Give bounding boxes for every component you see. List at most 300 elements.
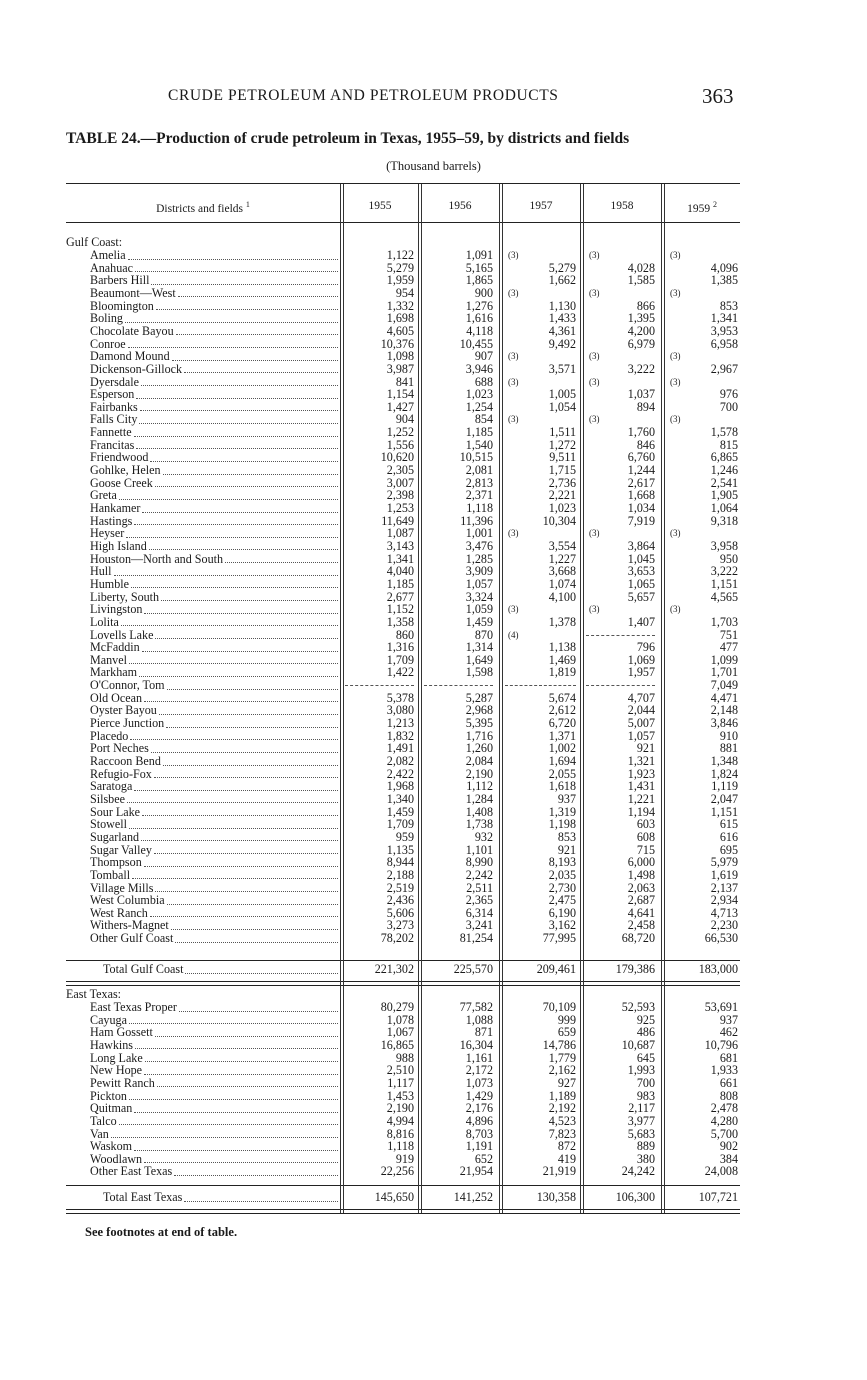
row-label: West Columbia [90, 893, 165, 908]
table-row [66, 578, 740, 591]
dot-leader [141, 840, 338, 841]
value-cell: 1,957 [627, 665, 655, 680]
table-row [66, 869, 740, 882]
value-cell: 21,954 [459, 1164, 493, 1179]
dot-leader [134, 436, 338, 437]
row-label: Damond Mound [90, 349, 170, 364]
value-cell: 932 [474, 829, 493, 844]
value-cell: 5,378 [386, 690, 414, 705]
value-cell: 4,641 [627, 905, 655, 920]
value-cell: 16,865 [380, 1037, 414, 1052]
value-cell: 4,040 [386, 564, 414, 579]
column-header-1957: 1957 [529, 200, 553, 212]
value-cell: (3) [508, 351, 519, 362]
value-cell: 1,221 [627, 791, 655, 806]
row-label: Hastings [90, 513, 133, 528]
dot-leader [166, 727, 338, 728]
value-cell: 1,407 [627, 614, 655, 629]
value-cell: 22,256 [380, 1164, 414, 1179]
value-cell: 10,304 [542, 513, 576, 528]
dot-leader [151, 752, 338, 753]
value-cell: 1,135 [386, 842, 414, 857]
dot-leader [163, 765, 338, 766]
value-cell: 1,151 [710, 804, 738, 819]
value-cell: 1,130 [548, 298, 576, 313]
value-cell: 2,148 [710, 703, 738, 718]
value-cell: 1,923 [627, 766, 655, 781]
value-cell: 1,933 [710, 1063, 738, 1078]
value-cell: 4,200 [627, 323, 655, 338]
value-cell: 4,605 [386, 323, 414, 338]
table-title: TABLE 24.—Production of crude petroleum in Texas, 1955–59, by districts and fields [66, 130, 630, 147]
table-row [66, 793, 740, 806]
dot-leader [135, 1048, 338, 1049]
value-cell: 2,677 [386, 589, 414, 604]
dot-leader [128, 259, 338, 260]
dot-leader [144, 1162, 338, 1163]
dot-leader [114, 575, 338, 576]
value-cell: 1,194 [627, 804, 655, 819]
dot-leader [145, 1061, 338, 1062]
value-cell: 815 [719, 437, 738, 452]
value-cell: 1,023 [548, 501, 576, 515]
value-cell: 1,138 [548, 640, 576, 655]
row-label: Sour Lake [90, 804, 141, 819]
value-cell: 959 [395, 829, 414, 844]
value-cell: 10,455 [459, 336, 493, 351]
value-cell: 2,475 [548, 893, 576, 908]
value-cell: 78,202 [380, 931, 414, 946]
value-cell: (3) [589, 250, 600, 260]
value-cell: 7,049 [710, 678, 738, 693]
value-cell: 1,185 [465, 425, 493, 440]
section-heading [66, 988, 740, 1001]
value-cell: 106,300 [615, 1190, 655, 1204]
value-cell: 2,055 [548, 766, 576, 781]
dot-leader [157, 1086, 338, 1087]
row-label: Pierce Junction [90, 716, 165, 731]
value-cell: 937 [557, 791, 576, 806]
value-cell: 1,491 [386, 741, 414, 756]
value-cell: 999 [557, 1012, 576, 1027]
value-cell: 2,968 [465, 703, 493, 718]
dot-leader [134, 1112, 338, 1113]
value-cell: 1,709 [386, 652, 414, 667]
dot-leader [129, 1099, 338, 1100]
row-label: McFaddin [90, 640, 140, 655]
row-label: Fannette [90, 425, 132, 440]
table-row [66, 717, 740, 730]
row-label: Houston—North and South [90, 551, 224, 566]
value-cell: 24,242 [621, 1164, 655, 1179]
value-cell: 3,668 [548, 564, 576, 579]
value-cell: 688 [474, 374, 493, 389]
value-cell: 937 [719, 1012, 738, 1027]
dot-leader [119, 1124, 338, 1125]
table-row [66, 325, 740, 338]
value-cell: 894 [636, 399, 655, 414]
value-cell: 2,422 [386, 766, 414, 781]
value-cell: 1,285 [465, 551, 493, 566]
value-cell: 921 [636, 741, 655, 756]
value-cell: 8,193 [548, 855, 576, 870]
value-cell: 1,619 [710, 867, 738, 882]
dot-leader [179, 1011, 338, 1012]
table-row [66, 1064, 740, 1077]
row-label: Ham Gossett [90, 1025, 153, 1040]
value-cell: 3,143 [386, 538, 414, 553]
dot-leader [155, 1036, 338, 1037]
value-cell: 2,172 [465, 1063, 493, 1078]
value-cell: 695 [719, 842, 738, 857]
value-cell: 3,946 [465, 361, 493, 376]
value-cell: 1,117 [387, 1075, 414, 1090]
value-cell: 1,715 [548, 463, 576, 478]
value-cell: 5,395 [465, 716, 493, 731]
table-top-rule [66, 183, 740, 184]
value-cell: (3) [508, 604, 519, 615]
row-label: Silsbee [90, 791, 125, 806]
value-cell: 3,653 [627, 564, 655, 579]
value-cell: 5,007 [627, 716, 655, 731]
value-cell: 1,459 [386, 804, 414, 819]
value-cell: 384 [719, 1151, 738, 1166]
value-cell: 1,034 [627, 501, 655, 515]
dot-leader [129, 828, 338, 829]
value-cell: 3,324 [465, 589, 493, 604]
value-cell: 1,045 [627, 551, 655, 566]
value-cell: 7,919 [627, 513, 655, 528]
column-header-1956: 1956 [448, 200, 472, 212]
table-row [66, 1077, 740, 1090]
row-label: Old Ocean [90, 690, 143, 705]
value-cell: (3) [670, 414, 681, 425]
value-cell: 751 [719, 627, 738, 642]
value-cell: 2,162 [548, 1063, 576, 1078]
row-label: Goose Creek [90, 475, 153, 490]
value-cell: 5,700 [710, 1126, 738, 1141]
value-cell: 1,098 [386, 349, 414, 364]
value-cell: 1,694 [548, 754, 576, 768]
dot-leader [139, 676, 338, 677]
row-label: East Texas Proper [90, 1000, 177, 1014]
row-label: Livingston [90, 602, 143, 617]
table-row [66, 666, 740, 679]
value-cell: 1,332 [386, 298, 414, 313]
row-label: Cayuga [90, 1012, 127, 1027]
value-cell: 2,510 [386, 1063, 414, 1078]
dot-leader [155, 891, 338, 892]
value-cell: 1,395 [627, 311, 655, 326]
value-cell: 1,059 [465, 602, 493, 617]
dot-leader [163, 474, 338, 475]
value-cell: 1,459 [465, 614, 493, 629]
value-cell: 1,556 [386, 437, 414, 452]
value-cell: (3) [508, 287, 519, 298]
value-cell: 486 [636, 1025, 655, 1040]
dot-leader [151, 284, 338, 285]
value-cell: 1,189 [548, 1088, 576, 1103]
value-cell: 5,674 [548, 690, 576, 705]
value-cell: 1,001 [465, 526, 493, 541]
value-cell [505, 679, 576, 686]
value-cell: 10,687 [621, 1037, 655, 1052]
row-label: Withers-Magnet [90, 918, 169, 933]
value-cell: 1,662 [548, 273, 576, 288]
value-cell: 4,471 [710, 690, 738, 705]
value-cell: 854 [474, 412, 493, 427]
value-cell: 3,080 [386, 703, 414, 718]
value-cell: 2,436 [386, 893, 414, 908]
value-cell: 1,578 [710, 425, 738, 440]
row-label: Falls City [90, 412, 138, 427]
value-cell: 1,340 [386, 791, 414, 806]
value-cell: 1,431 [627, 779, 655, 794]
row-label: Boling [90, 311, 123, 326]
value-cell: 1,057 [627, 728, 655, 743]
value-cell: 130,358 [536, 1190, 576, 1204]
row-label: Sugarland [90, 829, 140, 844]
table-row [66, 894, 740, 907]
value-cell: 881 [719, 741, 738, 756]
value-cell: 1,385 [710, 273, 738, 288]
value-cell: 1,213 [386, 716, 414, 731]
running-header: CRUDE PETROLEUM AND PETROLEUM PRODUCTS [168, 87, 559, 104]
value-cell: (3) [589, 414, 600, 425]
value-cell: 1,161 [465, 1050, 493, 1065]
value-cell: 700 [719, 399, 738, 414]
value-cell: (3) [508, 528, 519, 539]
dot-leader [172, 360, 338, 361]
value-cell: 1,709 [386, 817, 414, 832]
row-label: Hankamer [90, 501, 141, 515]
value-cell: 6,760 [627, 450, 655, 465]
value-cell: 853 [719, 298, 738, 313]
table-row [66, 1102, 740, 1115]
value-cell: 1,498 [627, 867, 655, 882]
value-cell: 1,276 [465, 298, 493, 313]
column-separator [661, 184, 665, 1213]
value-cell: 8,944 [386, 855, 414, 870]
value-cell: 77,995 [542, 931, 576, 946]
row-label: Lovells Lake [90, 627, 154, 642]
dot-leader [141, 385, 338, 386]
value-cell: 2,305 [386, 463, 414, 478]
value-cell: 3,846 [710, 716, 738, 731]
value-cell: 2,230 [710, 918, 738, 933]
value-cell: 1,408 [465, 804, 493, 819]
value-cell: 3,222 [627, 361, 655, 376]
value-cell: (4) [508, 629, 519, 640]
dot-leader [184, 372, 338, 373]
value-cell: 462 [719, 1025, 738, 1040]
value-cell: 925 [636, 1012, 655, 1027]
value-cell: 1,358 [386, 614, 414, 629]
row-label: Chocolate Bayou [90, 323, 174, 338]
table-units: (Thousand barrels) [386, 159, 481, 173]
value-cell: 3,909 [465, 564, 493, 579]
dot-leader [127, 802, 338, 803]
table-row [66, 287, 740, 300]
column-header-1958: 1958 [610, 200, 634, 212]
value-cell: 1,227 [548, 551, 576, 566]
column-separator [499, 184, 503, 1213]
value-cell: 53,691 [704, 1000, 738, 1014]
row-label: Oyster Bayou [90, 703, 157, 718]
value-cell: 983 [636, 1088, 655, 1103]
row-label: Sugar Valley [90, 842, 152, 857]
value-cell: 1,716 [465, 728, 493, 743]
value-cell [586, 679, 655, 686]
value-cell: 1,091 [465, 248, 493, 262]
value-cell: 9,492 [548, 336, 576, 351]
dot-leader [130, 739, 338, 740]
value-cell: 796 [636, 640, 655, 655]
value-cell: 2,813 [465, 475, 493, 490]
value-cell: 2,176 [465, 1101, 493, 1116]
value-cell: 5,657 [627, 589, 655, 604]
row-label: Refugio-Fox [90, 766, 152, 781]
row-label: Greta [90, 488, 117, 503]
value-cell: 6,000 [627, 855, 655, 870]
table-row [66, 350, 740, 363]
row-label: Total East Texas [103, 1190, 183, 1204]
row-label: Liberty, South [90, 589, 160, 604]
row-label: Placedo [90, 728, 129, 743]
value-cell: 2,137 [710, 880, 738, 895]
dot-leader [128, 347, 338, 348]
row-label: Thompson [90, 855, 142, 870]
value-cell: 24,008 [704, 1164, 738, 1179]
row-label: Other East Texas [90, 1164, 173, 1179]
value-cell: 1,074 [548, 576, 576, 591]
table-row [66, 856, 740, 869]
table-row [66, 1001, 740, 1014]
value-cell: 9,511 [549, 450, 576, 465]
value-cell: 1,433 [548, 311, 576, 326]
value-cell: 1,540 [465, 437, 493, 452]
value-cell: 927 [557, 1075, 576, 1090]
value-cell: 1,959 [386, 273, 414, 288]
table-row [66, 249, 740, 262]
value-cell: 2,730 [548, 880, 576, 895]
row-label: Humble [90, 576, 129, 591]
value-cell: 4,523 [548, 1113, 576, 1128]
dot-leader [144, 613, 338, 614]
table-bottom-rule [66, 1213, 740, 1214]
value-cell: 872 [557, 1139, 576, 1154]
value-cell: 6,958 [710, 336, 738, 351]
dot-leader [134, 1150, 338, 1151]
total-row [66, 963, 740, 976]
row-label: Beaumont—West [90, 285, 176, 300]
table-row [66, 565, 740, 578]
value-cell: 1,698 [386, 311, 414, 326]
value-cell: 11,649 [381, 513, 414, 528]
value-cell: 1,321 [627, 754, 655, 768]
row-label: Other Gulf Coast [90, 931, 174, 946]
value-cell: 1,244 [627, 463, 655, 478]
value-cell: 4,100 [548, 589, 576, 604]
value-cell: 10,515 [459, 450, 493, 465]
value-cell: 1,252 [386, 425, 414, 440]
value-cell: 603 [636, 817, 655, 832]
value-cell: 179,386 [615, 962, 655, 976]
value-cell: 1,064 [710, 501, 738, 515]
value-cell: (3) [508, 376, 519, 387]
value-cell: 919 [395, 1151, 414, 1166]
column-separator [418, 184, 422, 1213]
value-cell: 11,396 [460, 513, 493, 528]
value-cell: 1,099 [710, 652, 738, 667]
value-cell: 2,190 [465, 766, 493, 781]
dot-leader [178, 296, 338, 297]
value-cell: 2,541 [710, 475, 738, 490]
value-cell: 1,002 [548, 741, 576, 756]
value-cell: 2,221 [548, 488, 576, 503]
row-label: Saratoga [90, 779, 133, 794]
value-cell [586, 629, 655, 636]
value-cell: 1,118 [387, 1139, 414, 1154]
value-cell: 1,112 [466, 779, 493, 794]
value-cell [345, 679, 414, 686]
dot-leader [136, 398, 338, 399]
value-cell: (3) [670, 250, 681, 260]
value-cell: 1,057 [465, 576, 493, 591]
value-cell: 1,701 [710, 665, 738, 680]
value-cell: 6,720 [548, 716, 576, 731]
value-cell: 5,683 [627, 1126, 655, 1141]
dot-leader [161, 600, 338, 601]
section-label: Gulf Coast: [66, 235, 123, 249]
value-cell: 6,979 [627, 336, 655, 351]
dot-leader [149, 549, 338, 550]
column-separator [580, 184, 584, 1213]
value-cell: 3,953 [710, 323, 738, 338]
value-cell: 1,272 [548, 437, 576, 452]
table-row [66, 932, 740, 945]
dot-leader [136, 448, 338, 449]
value-cell: 1,078 [386, 1012, 414, 1027]
value-cell: 10,796 [704, 1037, 738, 1052]
table-row [66, 641, 740, 654]
value-cell: 1,087 [386, 526, 414, 541]
row-label: Manvel [90, 652, 127, 667]
value-cell: 2,035 [548, 867, 576, 882]
value-cell: 2,967 [710, 361, 738, 376]
dot-leader [132, 878, 338, 879]
value-cell: 1,191 [465, 1139, 493, 1154]
value-cell: 145,650 [374, 1190, 414, 1204]
table-row [66, 426, 740, 439]
value-cell: 477 [719, 640, 738, 655]
value-cell: 1,122 [386, 248, 414, 262]
value-cell: 2,519 [386, 880, 414, 895]
row-label: Quitman [90, 1101, 133, 1116]
value-cell: 68,720 [621, 931, 655, 946]
value-cell: 5,979 [710, 855, 738, 870]
value-cell: 904 [395, 412, 414, 427]
row-label: Hawkins [90, 1037, 133, 1052]
row-label: Anahuac [90, 260, 133, 275]
value-cell: 1,865 [465, 273, 493, 288]
table-row [66, 616, 740, 629]
value-cell: 419 [557, 1151, 576, 1166]
value-cell: 1,054 [548, 399, 576, 414]
dot-leader [134, 790, 338, 791]
section-rule [66, 985, 740, 986]
value-cell: 3,007 [386, 475, 414, 490]
